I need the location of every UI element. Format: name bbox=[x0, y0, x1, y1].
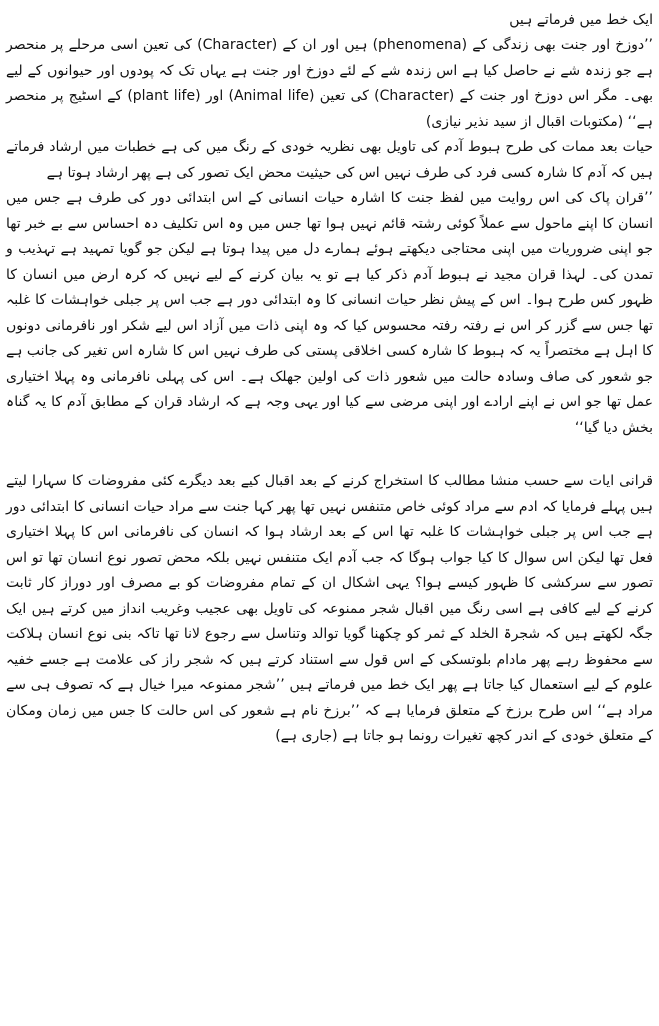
letter-intro-heading: ایک خط میں فرماتے ہیں bbox=[509, 12, 653, 28]
quote-paragraph-quran-paradise: ’’قران پاک کی اس روایت میں لفظ جنت کا اشارہ حیات انسانی کے اس ابتدائی دور کی طرف ہے جس میں انسان کا اپنے ماحول سے عملاً کوئی رشتہ قائم نہیں ہوا تھا جس میں وہ اس تکلیف دہ احساس سے بے خبر تھا جو اپنی ضروریات میں اپنی محتاجی دیکھتے ہوئے ہمارے دل میں پیدا ہوتا ہے لیکن جو گویا تمہید ہے تہذیب و تمدن کی۔ لہذا قران مجید نے ہبوط آدم ذکر کیا ہے تو یہ بیان کرنے کے لیے نہیں کہ کرہ ارض میں انسان کا ظہور کس طرح ہوا۔ اس کے پیش نظر حیات انسانی کا وہ ابتدائی دور ہے جب اس پر جبلی خواہشات کا غلبہ تھا جس سے گزر کر اس نے رفتہ رفتہ محسوس کیا کہ وہ اپنی ذات میں آزاد اس لیے شکر اور نافرمانی دونوں کا اہل ہے مختصراً یہ کہ ہبوط کا شارہ کسی اخلاقی پستی کی طرف نہیں اس کا شارہ اس تغیر کی جانب ہے جو شعور کی صاف وسادہ حالت میں شعور ذات کی اولین جھلک ہے۔ اس کی پہلی نافرمانی وہ پہلا اختیاری عمل تھا جو اس نے اپنے ارادے اور اپنی مرضی سے کیا اور یہی وجہ ہے کہ ارشاد قران کے مطابق آدم کا یہ گناہ بخش دیا گیا‘‘ bbox=[6, 190, 653, 436]
paragraph-critique-assumptions: قرانی ایات سے حسب منشا مطالب کا استخراج کرنے کے بعد اقبال کیے بعد دیگرے کئی مفروضات کا سہارا لیتے ہیں پہلے فرمایا کہ ادم سے مراد کوئی خاص متنفس نہیں تھا پھر کہا جنت سے مراد حیات انسانی کا ابتدائی دور ہے جب اس پر جبلی خواہشات کا غلبہ تھا اس کے بعد ارشاد ہوا کہ انسان کی نافرمانی اس کا پہلا اختیاری فعل تھا لیکن اس سوال کا کیا جواب ہوگا کہ جب آدم ایک متنفس نہیں بلکہ محض تصور نوع انسان تھا تو اس تصور سے سرکشی کا ظہور کیسے ہوا؟ یہی اشکال ان کے تمام مفروضات کو بے مصرف اور دوراز کار ثابت کرنے کے لیے کافی ہے اسی رنگ میں اقبال شجر ممنوعہ کی تاویل بھی عجیب وغریب انداز میں کرتے ہیں ایک جگہ لکھتے ہیں کہ شجرۃ الخلد کے ثمر کو چکھنا گویا توالد وتناسل سے رجوع لانا تھا تاکہ بنی نوع انسان ہلاکت سے محفوظ رہے پھر مادام بلوتسکی کے اس قول سے استناد کرتے ہیں کہ شجر راز کی علامت ہے جسے خفیہ علوم کے لیے استعمال کیا جاتا ہے پھر ایک خط میں فرماتے ہیں ’’شجر ممنوعہ میرا خیال ہے کہ تصوف ہی سے مراد ہے‘‘ اس طرح برزخ کے متعلق فرمایا ہے کہ ’’برزخ نام ہے شعور کی اس حالت کا جس میں زمان ومکان کے متعلق خودی کے اندر کچھ تغیرات رونما ہو جاتا ہے (جاری ہے) bbox=[6, 473, 653, 744]
paragraph-fall-of-adam-intro: حیات بعد ممات کی طرح ہبوط آدم کی تاویل بھی نظریہ خودی کے رنگ میں کی ہے خطبات میں ارشاد فرماتے ہیں کہ آدم کا شارہ کسی فرد کی طرف نہیں اس کی حیثیت محض ایک تصور کی ہے پھر ارشاد ہوتا ہے bbox=[6, 139, 653, 181]
quote-paragraph-heaven-hell: ’’دوزخ اور جنت بھی زندگی کے (phenomena) ہیں اور ان کے (Character) کی تعین اسی مرحلے پر منحصر ہے جو زندہ شے نے حاصل کیا ہے اس زندہ شے کے لئے دوزخ اور جنت ہے یہاں تک کہ پودوں اور حیوانوں کے لیے بھی۔ مگر اس دوزخ اور جنت کے (Character) کی تعین (Animal life) اور (plant life) کے اسٹیج پر منحصر ہے‘‘ (مکتوبات اقبال از سید نذیر نیازی) bbox=[6, 37, 654, 130]
paragraph-spacer bbox=[6, 441, 653, 469]
